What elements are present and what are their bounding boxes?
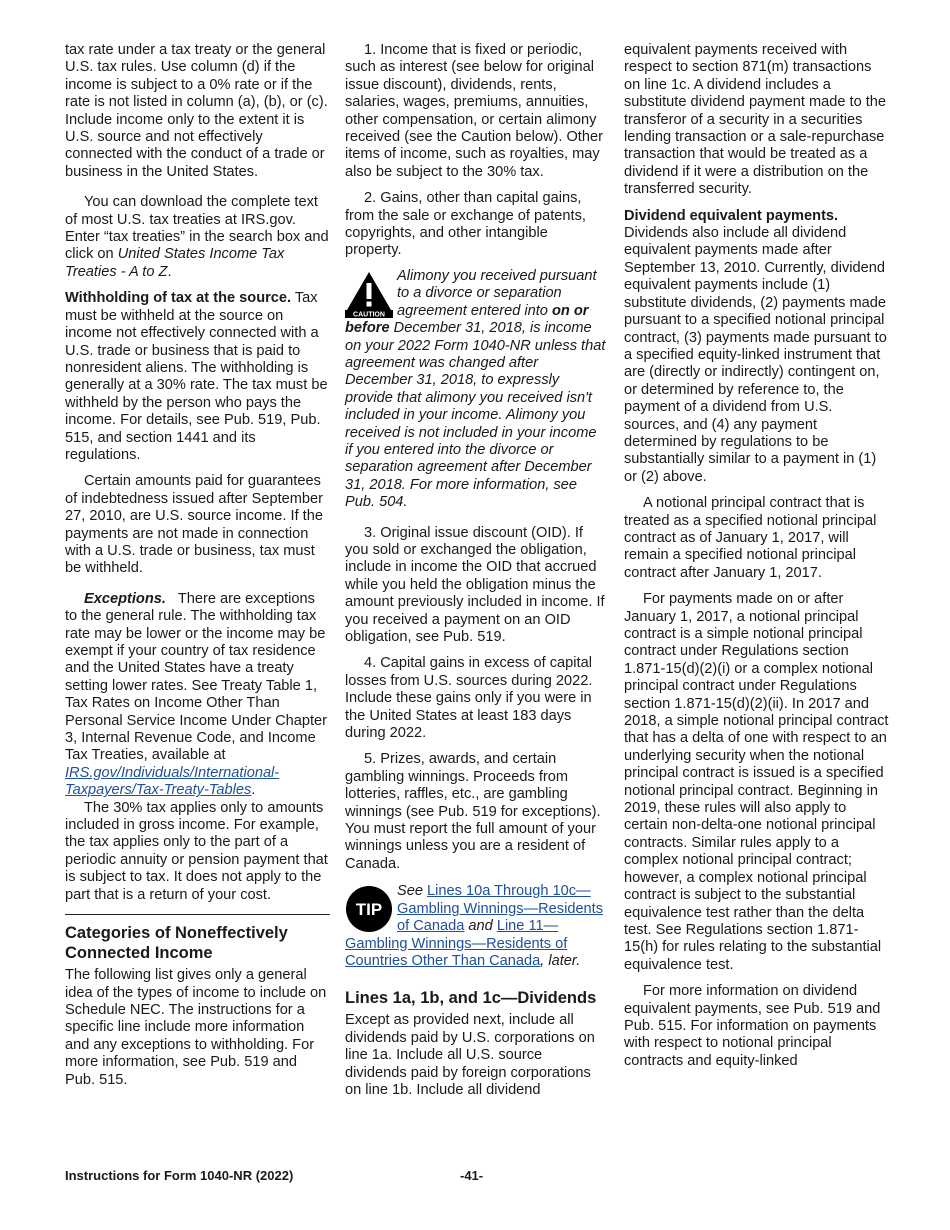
page-number: -41-	[460, 1168, 484, 1183]
list-item-2: 2. Gains, other than capital gains, from the sale or exchange of patents, copyrights, and other intangible property.	[345, 190, 586, 259]
tip-note	[345, 883, 607, 970]
list-item-1: 1. Income that is fixed or periodic, such as interest (see below for original issue discount), dividends, rents, salaries, wages, premiums, annuities, other compensation, or certain alimony received (see the Caution below). Other items of income, such as royalties, may also be subject to the 30% tax.	[345, 42, 603, 180]
caution-icon	[345, 270, 393, 318]
column-1	[65, 42, 330, 1089]
section-noneffectively-connected	[65, 914, 330, 1089]
paragraph-30-percent: The 30% tax applies only to amounts included in gross income. For example, the tax applies only to the part of a periodic annuity or pension payment that is subject to tax. It does not apply to the part that is a return of your cost.	[65, 799, 328, 903]
paragraph-exceptions: Exceptions. There are exceptions to the general rule. The withholding tax rate may be lower or the income may be exempt if your country of tax residence and the United States have a treaty setting lower rates. See Treaty Table 1, Tax Rates on Income Other Than Personal Service Income Under Chapter 3, Internal Revenue Code, and Income Tax Treaties, available at IRS.gov/Individuals/International-Taxpayers/Tax-Treaty-Tables.	[65, 590, 328, 799]
gambling-canada-link[interactable]: Lines 10a Through 10c—Gambling Winnings—Residents of Canada	[397, 883, 604, 935]
list-item-3: 3. Original issue discount (OID). If you sold or exchanged the obligation, include in income the OID that accrued while you held the obligation minus the amount previously included in income. If you received a payment on an OID obligation, see Pub. 519.	[345, 524, 605, 645]
caution-text: Alimony you received pursuant to a divorce or separation agreement entered into on or before December 31, 2018, is income on your 2022 Form 1040-NR unless that agreement was changed after December 31, 2018, to expressly provide that alimony you received isn't included in your income. Alimony you received is not included in your income if you entered into the divorce or separation agreement after December 31, 2018. For more information, see Pub. 504.	[345, 267, 606, 511]
paragraph-download-treaties: You can download the complete text of most U.S. tax treaties at IRS.gov. Enter “tax treaties” in the search box and click on United States Income Tax Treaties - A to Z.	[65, 194, 329, 280]
exceptions-heading: Exceptions.	[84, 590, 166, 607]
dividends-intro: Except as provided next, include all dividends paid by U.S. corporations on line 1a. Include all U.S. source dividends paid by foreign corporations on line 1b. Include all dividend	[345, 1012, 595, 1098]
tip-label: TIP	[355, 900, 383, 920]
paragraph-withholding: Withholding of tax at the source. Tax must be withheld at the source on income not effectively connected with a U.S. trade or business that is paid to nonresident aliens. The withholding is generally at a 30% rate. The tax must be withheld by the person who pays the income. For details, see Pub. 519, Pub. 515, and section 1441 and its regulations.	[65, 290, 328, 463]
gambling-other-countries-link[interactable]: Line 11—Gambling Winnings—Residents of Countries Other Than Canada	[345, 918, 568, 969]
list-item-5: 5. Prizes, awards, and certain gambling winnings. Proceeds from lotteries, raffles, etc., are gambling winnings (see Pub. 519 for exceptions). You must report the full amount of your winnings unless you are a resident of Canada.	[345, 751, 601, 872]
paragraph-dividend-equivalent: Dividend equivalent payments. Dividends also include all dividend equivalent payments made after September 13, 2010. Currently, dividend equivalent payments include (1) substitute dividends, (2) payments made pursuant to a specified notional principal contract, (3) payments made pursuant to a specified equity-linked instrument that are (directly or indirectly) contingent on, or determined by reference to, the payment of a dividend from U.S. sources, and (4) any payment determined by regulations to be substantially similar to a payment in (1) or (2) above.	[624, 207, 887, 485]
section-intro: The following list gives only a general idea of the types of income to include on Schedule NEC. The instructions for a specific line include more information and any exceptions to withholding. For more information, see Pub. 519 and Pub. 515.	[65, 967, 327, 1088]
treaties-title: United States Income Tax Treaties - A to Z	[65, 246, 285, 280]
paragraph-more-info: For more information on dividend equivalent payments, see Pub. 519 and Pub. 515. For information on payments with respect to notional principal contracts and equity-linked	[624, 983, 881, 1069]
caution-label: CAUTION	[353, 311, 385, 318]
column-2	[345, 42, 607, 1099]
tip-icon	[345, 885, 393, 933]
caution-emphasis: on or before	[345, 302, 589, 337]
dividends-title: Lines 1a, 1b, and 1c—Dividends	[345, 989, 597, 1008]
dividend-equivalent-heading: Dividend equivalent payments.	[624, 207, 839, 224]
paragraph-notional-contract: A notional principal contract that is treated as a specified notional principal contract as of January 1, 2017, will remain a specified notional principal contract after January 1, 2017.	[624, 495, 877, 581]
list-item-4: 4. Capital gains in excess of capital losses from U.S. sources during 2022. Include these gains only if you were in the United States at least 183 days during 2022.	[345, 655, 593, 742]
tip-text: See Lines 10a Through 10c—Gambling Winnings—Residents of Canada and Line 11—Gambling Winnings—Residents of Countries Other Than Canada, later.	[345, 883, 604, 969]
paragraph-treaty-rate: tax rate under a tax treaty or the general U.S. tax rules. Use column (d) if the income is subject to a 0% rate or if the rate is not listed in column (a), (b), or (c). Include income only to the extent it is U.S. source and not effectively connected with the conduct of a trade or business in the United States.	[65, 42, 328, 180]
paragraph-guarantees: Certain amounts paid for guarantees of indebtedness issued after September 27, 2010, are U.S. source income. If the payments are not made in connection with a U.S. trade or business, tax must be withheld.	[65, 473, 323, 577]
section-title: Categories of Noneffectively Connected Income	[65, 924, 288, 963]
caution-note	[345, 268, 607, 512]
section-dividends	[345, 988, 607, 1099]
paragraph-equivalent-payments: equivalent payments received with respect to section 871(m) transactions on line 1c. A dividend includes a substitute dividend payment made to the transferor of a security in a securities lending transaction or a sale-repurchase transaction that would be treated as a dividend if it were a distribution on the transferred security.	[624, 42, 887, 198]
paragraph-2017-rules: For payments made on or after January 1, 2017, a notional principal contract is a simple notional principal contract under Regulations section 1.871-15(d)(2)(i) or a complex notional principal contract under Regulations section 1.871-15(d)(2)(ii). In 2017 and 2018, a simple notional principal contract that has a delta of one with respect to an underlying security when the notional principal contract is issued is a specified notional principal contract. Beginning in 2019, these rules will also apply to certain non-delta-one notional principal contracts. Similar rules apply to a complex notional principal contract; however, a complex notional principal contract is subject to the substantial equivalence test rather than the delta test. See Regulations section 1.871-15(h) for rules relating to the substantial equivalence test.	[624, 591, 889, 973]
withholding-heading: Withholding of tax at the source.	[65, 290, 292, 307]
tax-treaty-tables-link[interactable]: IRS.gov/Individuals/International-Taxpayers/Tax-Treaty-Tables	[65, 764, 280, 799]
column-3	[624, 42, 889, 1070]
footer-form-title: Instructions for Form 1040-NR (2022)	[65, 1168, 294, 1183]
